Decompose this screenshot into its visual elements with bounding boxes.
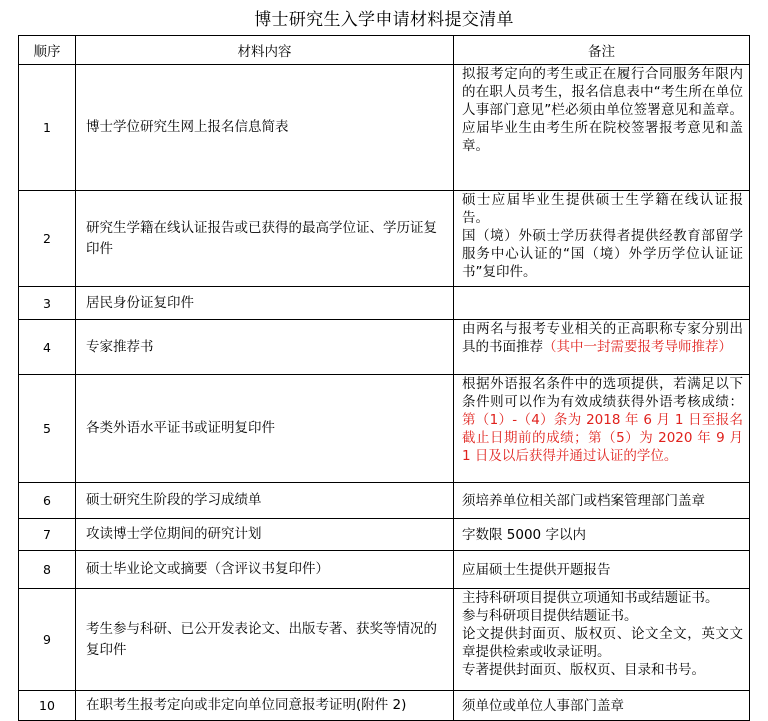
material-content: 居民身份证复印件 — [76, 287, 454, 320]
row-number: 7 — [19, 519, 76, 551]
material-note — [454, 287, 750, 320]
page-title: 博士研究生入学申请材料提交清单 — [254, 10, 514, 30]
row-number: 1 — [19, 65, 76, 191]
material-content: 各类外语水平证书或证明复印件 — [76, 375, 454, 483]
note-text: 由两名与报考专业相关的正高职称专家分别出具的书面推荐 — [462, 321, 743, 355]
header-note: 备注 — [454, 36, 750, 65]
row-number: 10 — [19, 691, 76, 721]
note-line: 主持科研项目提供立项通知书或结题证书。 — [462, 590, 719, 606]
note-line: 国（境）外硕士学历获得者提供经教育部留学服务中心认证的“国（境）外学历学位认证证书”复印件。 — [462, 228, 743, 280]
material-note: 字数限 5000 字以内 — [454, 519, 750, 551]
material-note — [454, 375, 750, 483]
materials-table — [18, 35, 750, 721]
material-content: 攻读博士学位期间的研究计划 — [76, 519, 454, 551]
note-line: 参与科研项目提供结题证书。 — [462, 608, 638, 624]
row-number: 2 — [19, 191, 76, 287]
note-text: 根据外语报名条件中的选项提供，若满足以下条件则可以作为有效成绩获得外语考核成绩： — [462, 376, 743, 410]
note-highlight: 第（1）-（4）条为 2018 年 6 月 1 日至报名截止日期前的成绩；第（5）为 2020 年 9 月 1 日及以后获得并通过认证的学位。 — [462, 412, 743, 464]
material-note: 须培养单位相关部门或档案管理部门盖章 — [454, 483, 750, 519]
row-number: 8 — [19, 551, 76, 589]
table-row — [19, 551, 750, 589]
material-note — [454, 589, 750, 691]
header-no: 顺序 — [19, 36, 76, 65]
table-row — [19, 287, 750, 320]
table-header-row — [19, 36, 750, 65]
table-row — [19, 483, 750, 519]
material-content: 考生参与科研、已公开发表论文、出版专著、获奖等情况的复印件 — [76, 589, 454, 691]
note-highlight: （其中一封需要报考导师推荐） — [543, 339, 732, 355]
material-note: 拟报考定向的考生或正在履行合同服务年限内的在职人员考生，报名信息表中“考生所在单位人事部门意见”栏必须由单位签署意见和盖章。应届毕业生由考生所在院校签署报考意见和盖章。 — [454, 65, 750, 191]
material-note: 应届硕士生提供开题报告 — [454, 551, 750, 589]
row-number: 3 — [19, 287, 76, 320]
header-content: 材料内容 — [76, 36, 454, 65]
row-number: 9 — [19, 589, 76, 691]
material-content: 在职考生报考定向或非定向单位同意报考证明(附件 2) — [76, 691, 454, 721]
table-row — [19, 589, 750, 691]
note-line: 硕士应届毕业生提供硕士生学籍在线认证报告。 — [462, 192, 743, 226]
row-number: 6 — [19, 483, 76, 519]
table-row — [19, 191, 750, 287]
table-row — [19, 519, 750, 551]
material-content: 硕士研究生阶段的学习成绩单 — [76, 483, 454, 519]
note-line: 论文提供封面页、版权页、论文全文，英文文章提供检索或收录证明。 — [462, 626, 743, 660]
material-note — [454, 191, 750, 287]
table-row — [19, 691, 750, 721]
material-note: 须单位或单位人事部门盖章 — [454, 691, 750, 721]
material-note — [454, 320, 750, 375]
row-number: 4 — [19, 320, 76, 375]
table-row — [19, 65, 750, 191]
table-row — [19, 375, 750, 483]
note-line: 专著提供封面页、版权页、目录和书号。 — [462, 662, 705, 678]
table-row — [19, 320, 750, 375]
material-content: 硕士毕业论文或摘要（含评议书复印件） — [76, 551, 454, 589]
material-content: 研究生学籍在线认证报告或已获得的最高学位证、学历证复印件 — [76, 191, 454, 287]
material-content: 博士学位研究生网上报名信息简表 — [76, 65, 454, 191]
row-number: 5 — [19, 375, 76, 483]
material-content: 专家推荐书 — [76, 320, 454, 375]
